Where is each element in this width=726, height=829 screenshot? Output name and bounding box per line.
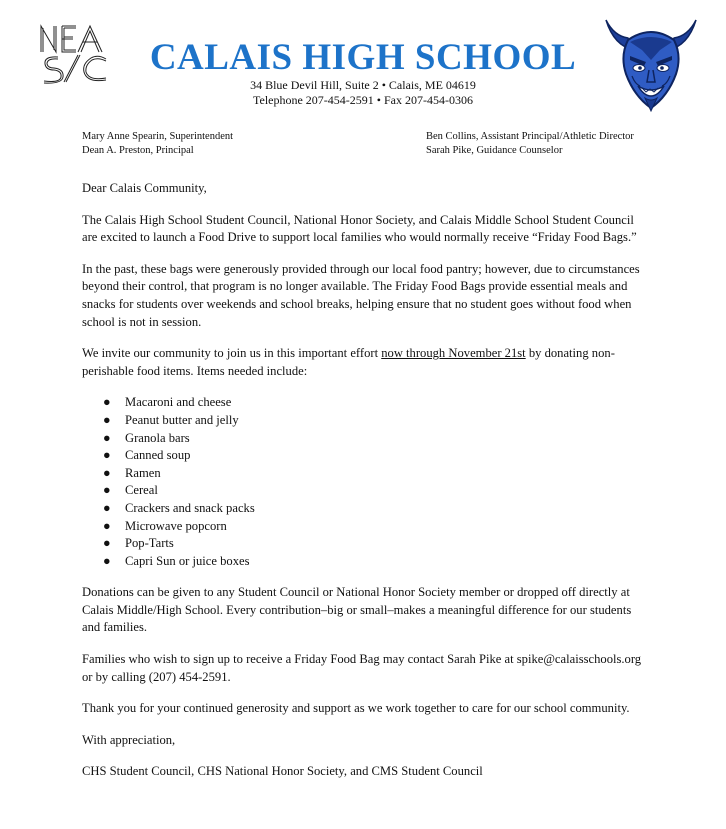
needed-item: [82, 412, 652, 430]
bullet-icon: ●: [103, 553, 111, 568]
needed-item-label: Capri Sun or juice boxes: [125, 553, 250, 568]
paragraph-donations: Donations can be given to any Student Council or National Honor Society member or dropped off directly at Calais Middle/High School. Every contribution–big or small–makes a meaningful difference for our students and families.: [82, 585, 632, 635]
staff-left-column: [82, 130, 233, 158]
needed-item: [82, 500, 652, 518]
needed-item-label: Crackers and snack packs: [125, 500, 255, 515]
needed-item-label: Microwave popcorn: [125, 518, 227, 533]
needed-item: [82, 482, 652, 500]
invitation-text-end: by donating non-perishable food items. Items needed include:: [82, 346, 615, 378]
needed-items-list: [82, 394, 652, 570]
needed-item: [82, 430, 652, 448]
staff-superintendent: Mary Anne Spearin, Superintendent: [82, 131, 234, 142]
bullet-icon: ●: [103, 412, 111, 427]
invitation-deadline: now through November 21st: [381, 346, 526, 361]
paragraph-intro: The Calais High School Student Council, National Honor Society, and Calais Middle School Student Council are excited to launch a Food Drive to support local families who would normally receive “Friday Food Bags.”: [82, 212, 637, 245]
paragraph-thanks: Thank you for your continued generosity and support as we work together to care for our school community.: [82, 701, 630, 716]
bullet-icon: ●: [103, 395, 111, 410]
needed-item-label: Cereal: [125, 483, 158, 498]
bullet-icon: ●: [103, 448, 111, 463]
needed-item-label: Ramen: [125, 465, 161, 480]
needed-item-label: Canned soup: [125, 448, 191, 463]
staff-assistant-principal: Ben Collins, Assistant Principal/Athletic Director: [426, 131, 634, 142]
signature: CHS Student Council, CHS National Honor Society, and CMS Student Council: [82, 764, 483, 779]
closing: With appreciation,: [82, 732, 176, 747]
paragraph-background: In the past, these bags were generously provided through our local food pantry; however, due to circumstances beyond their control, that program is no longer available. The Friday Food Bags provide essential meals and snacks for students over weekends and school breaks, helping ensure that no student goes without food when school is not in session.: [82, 261, 640, 329]
neasc-logo-graphic: [38, 22, 110, 84]
bullet-icon: ●: [103, 483, 111, 498]
school-name: CALAIS HIGH SCHOOL: [149, 37, 577, 78]
bullet-icon: ●: [103, 536, 111, 551]
paragraph-invitation: [82, 345, 652, 380]
school-phone-fax: Telephone 207-454-2591 • Fax 207-454-0306: [253, 93, 473, 107]
bullet-icon: ●: [103, 500, 111, 515]
needed-item: [82, 518, 652, 536]
invitation-text-start: We invite our community to join us in this important effort: [82, 346, 382, 361]
needed-item: [82, 394, 652, 412]
needed-item-label: Macaroni and cheese: [125, 395, 232, 410]
paragraph-signup: Families who wish to sign up to receive a Friday Food Bag may contact Sarah Pike at spike@calaisschools.org or by calling (207) 454-2591.: [82, 652, 642, 684]
staff-guidance-counselor: Sarah Pike, Guidance Counselor: [426, 145, 563, 156]
needed-item-label: Granola bars: [125, 430, 190, 445]
letter-body: [82, 180, 652, 781]
needed-item: [82, 447, 652, 465]
bullet-icon: ●: [103, 430, 111, 445]
needed-item-label: Pop-Tarts: [125, 536, 174, 551]
staff-right-column: [426, 130, 634, 158]
needed-item: [82, 535, 652, 553]
staff-principal: Dean A. Preston, Principal: [82, 145, 194, 156]
needed-item: [82, 465, 652, 483]
school-address: 34 Blue Devil Hill, Suite 2 • Calais, ME 04619: [250, 78, 476, 92]
needed-item: [82, 553, 652, 571]
blue-devil-mascot-graphic: [600, 16, 702, 112]
neasc-logo: [38, 22, 110, 84]
bullet-icon: ●: [103, 465, 111, 480]
salutation: Dear Calais Community,: [82, 181, 207, 195]
needed-item-label: Peanut butter and jelly: [125, 412, 239, 427]
blue-devil-logo: [600, 16, 702, 112]
bullet-icon: ●: [103, 518, 111, 533]
